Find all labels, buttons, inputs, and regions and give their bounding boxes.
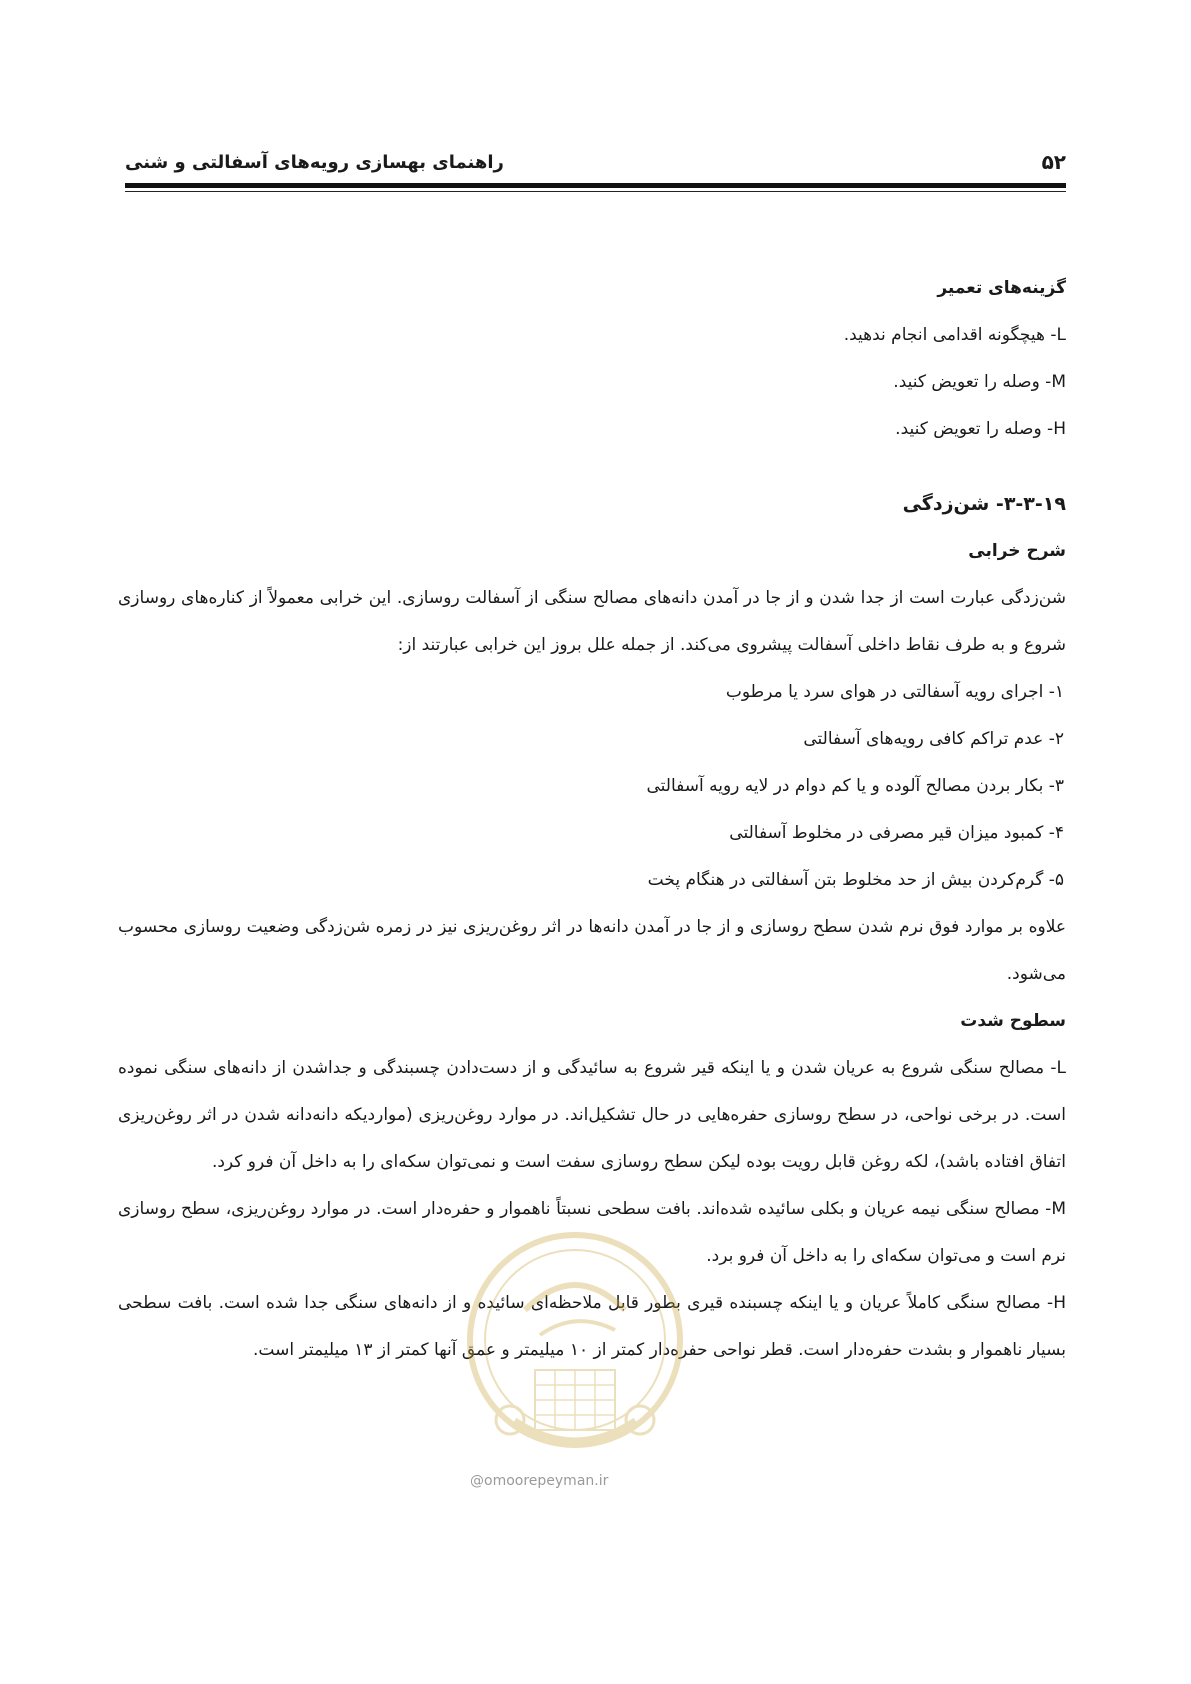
closing-paragraph: علاوه بر موارد فوق نرم شدن سطح روسازی و از جا در آمدن دانه‌ها در اثر روغن‌ریزی نیز در زمره شن‌زدگی وضعیت روسازی محسوب می‌شود. [118,917,1066,984]
page-header [125,150,1066,180]
repair-option-l: L- هیچگونه اقدامی انجام ندهید. [843,325,1066,345]
list-item: ۳- بکار بردن مصالح آلوده و یا کم دوام در لایه رویه آسفالتی [646,776,1064,796]
severity-level-h: H- مصالح سنگی کاملاً عریان و یا اینکه چسبنده قیری بطور قابل ملاحظه‌ای سائیده و از دانه‌های سنگی جدا شده است. بافت سطحی بسیار ناهموار و بشدت حفره‌دار است. قطر نواحی حفره‌دار کمتر از ۱۰ میلیمتر و عمق آنها کمتر از ۱۳ میلیمتر است. [118,1293,1066,1360]
description-heading: شرح خرابی [968,541,1066,561]
causes-list [118,669,1066,904]
running-title: راهنمای بهسازی رویه‌های آسفالتی و شنی [125,152,504,173]
repair-option-h: H- وصله را تعویض کنید. [895,419,1066,439]
severity-heading: سطوح شدت [960,1011,1066,1031]
list-item: ۴- کمبود میزان قیر مصرفی در مخلوط آسفالتی [729,823,1064,843]
list-item: ۵- گرم‌کردن بیش از حد مخلوط بتن آسفالتی در هنگام پخت [647,870,1064,890]
list-item: ۲- عدم تراکم کافی رویه‌های آسفالتی [803,729,1064,749]
header-rule-thin [125,191,1066,192]
watermark-text: @omoorepeyman.ir [470,1473,609,1489]
page-number: ۵۲ [1041,150,1066,174]
repair-options-heading: گزینه‌های تعمیر [937,278,1066,298]
severity-level-l: L- مصالح سنگی شروع به عریان شدن و یا اینکه قیر شروع به سائیدگی و از دست‌دادن چسبندگی و جداشدن از دانه‌های سنگی نموده است. در برخی نواحی، در سطح روسازی حفره‌هایی در حال تشکیل‌اند. در موارد روغن‌ریزی (مواردیکه دانه‌دانه شدن در اثر روغن‌ریزی اتفاق افتاده باشد)، لکه روغن قابل رویت بوده لیکن سطح روسازی سفت است و نمی‌توان سکه‌ای را به داخل آن فرو کرد. [118,1058,1066,1172]
section-title: ۳-۳-۱۹- شن‌زدگی [902,493,1066,515]
repair-option-m: M- وصله را تعویض کنید. [893,372,1066,392]
header-rule-thick [125,183,1066,188]
main-content [118,265,1066,1374]
list-item: ۱- اجرای رویه آسفالتی در هوای سرد یا مرطوب [725,682,1064,702]
severity-level-m: M- مصالح سنگی نیمه عریان و بکلی سائیده شده‌اند. بافت سطحی نسبتاً ناهموار و حفره‌دار است. در موارد روغن‌ریزی، سطح روسازی نرم است و می‌توان سکه‌ای را به داخل آن فرو برد. [118,1199,1066,1266]
description-paragraph: شن‌زدگی عبارت است از جدا شدن و از جا در آمدن دانه‌های مصالح سنگی از آسفالت روسازی. این خرابی معمولاً از کناره‌های روسازی شروع و به طرف نقاط داخلی آسفالت پیشروی می‌کند. از جمله علل بروز این خرابی عبارتند از: [118,588,1066,655]
